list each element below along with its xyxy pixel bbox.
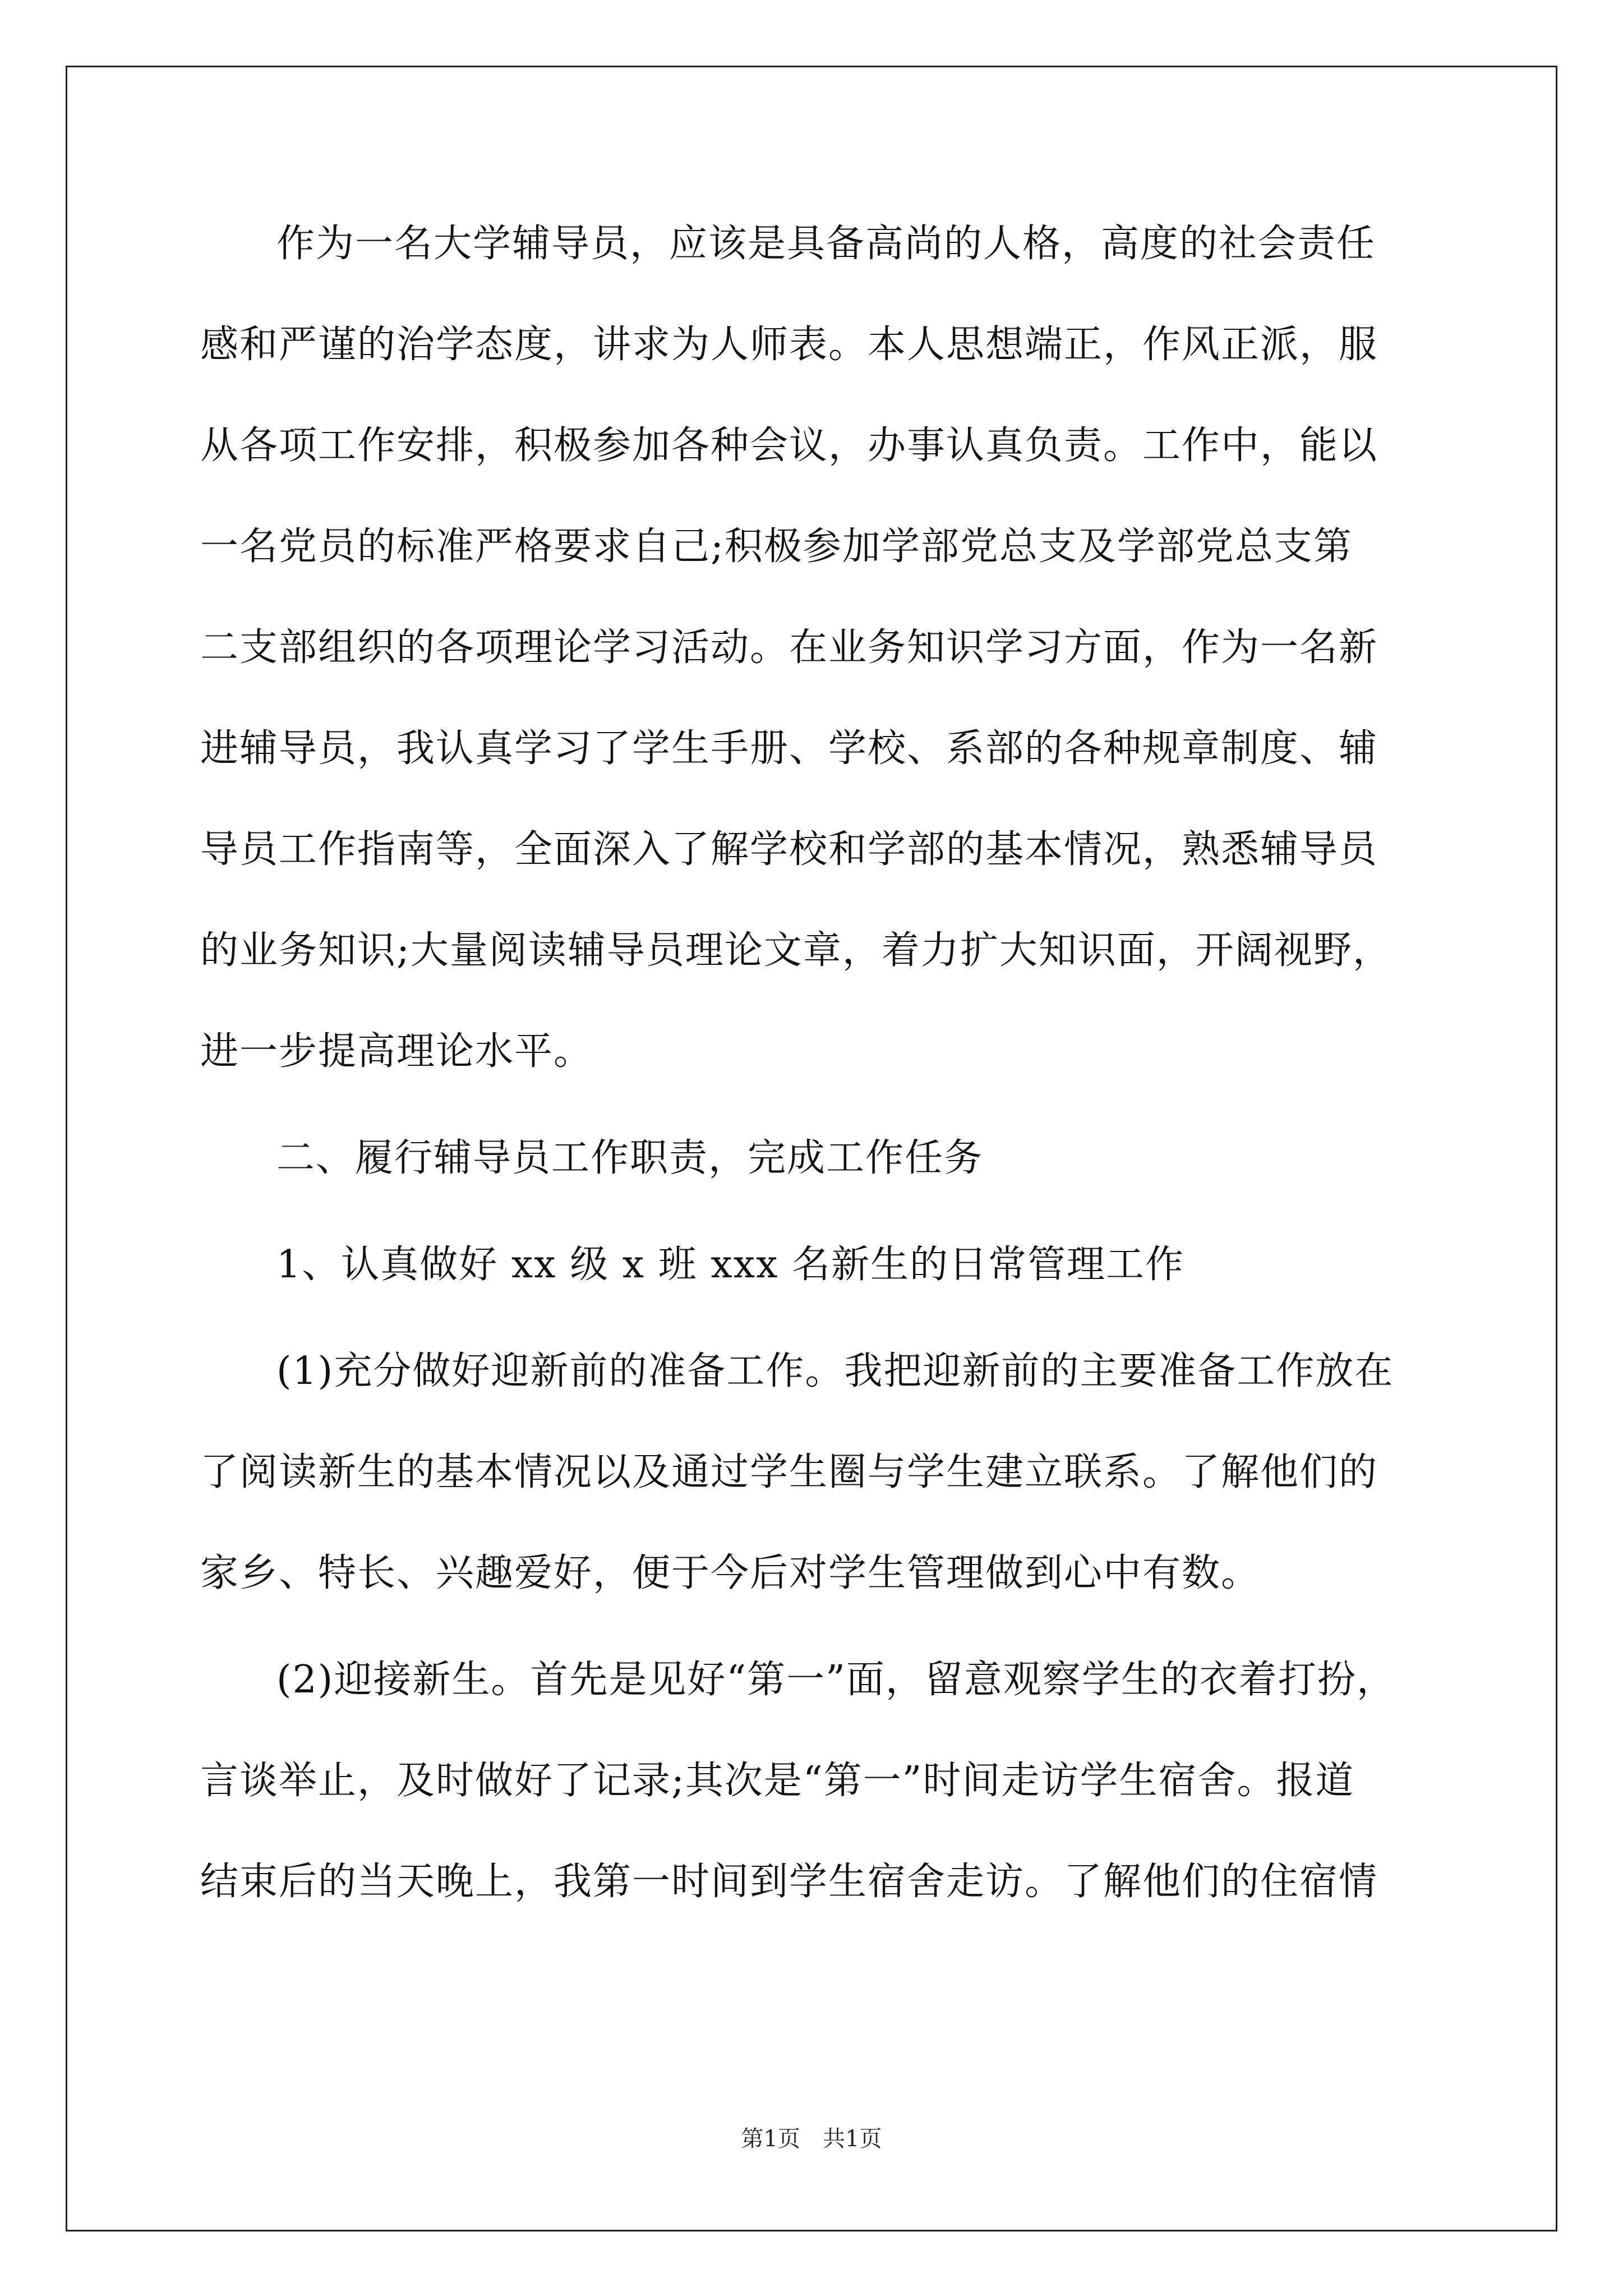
paragraph-line: 进辅导员，我认真学习了学生手册、学校、系部的各种规章制度、辅 xyxy=(200,726,1378,771)
paragraph-line: 导员工作指南等，全面深入了解学校和学部的基本情况，熟悉辅导员 xyxy=(200,827,1378,872)
paragraph-line: (2)迎接新生。首先是见好“第一”面，留意观察学生的衣着打扮， xyxy=(276,1658,1396,1702)
paragraph-line: 了阅读新生的基本情况以及通过学生圈与学生建立联系。了解他们的 xyxy=(200,1450,1378,1494)
paragraph-line: 二支部组织的各项理论学习活动。在业务知识学习方面，作为一名新 xyxy=(200,625,1378,670)
paragraph-line: 家乡、特长、兴趣爱好，便于今后对学生管理做到心中有数。 xyxy=(200,1551,1261,1595)
paragraph-line: (1)充分做好迎新前的准备工作。我把迎新前的主要准备工作放在 xyxy=(276,1349,1394,1393)
section-heading: 二、履行辅导员工作职责，完成工作任务 xyxy=(276,1136,984,1180)
page-number-footer: 第1页 共1页 xyxy=(741,2126,882,2152)
paragraph-line: 从各项工作安排，积极参加各种会议，办事认真负责。工作中，能以 xyxy=(200,424,1378,468)
paragraph-line: 感和严谨的治学态度，讲求为人师表。本人思想端正，作风正派，服 xyxy=(200,323,1378,367)
paragraph-line: 一名党员的标准严格要求自己;积极参加学部党总支及学部党总支第 xyxy=(200,524,1353,569)
paragraph-line: 进一步提高理论水平。 xyxy=(200,1029,593,1074)
paragraph-line: 作为一名大学辅导员，应该是具备高尚的人格，高度的社会责任 xyxy=(276,222,1376,266)
subsection-heading: 1、认真做好 xx 级 x 班 xxx 名新生的日常管理工作 xyxy=(276,1243,1185,1287)
paragraph-line: 言谈举止，及时做好了记录;其次是“第一”时间走访学生宿舍。报道 xyxy=(200,1759,1355,1803)
paragraph-line: 结束后的当天晚上，我第一时间到学生宿舍走访。了解他们的住宿情 xyxy=(200,1860,1378,1904)
paragraph-line: 的业务知识;大量阅读辅导员理论文章，着力扩大知识面，开阔视野， xyxy=(200,928,1392,973)
